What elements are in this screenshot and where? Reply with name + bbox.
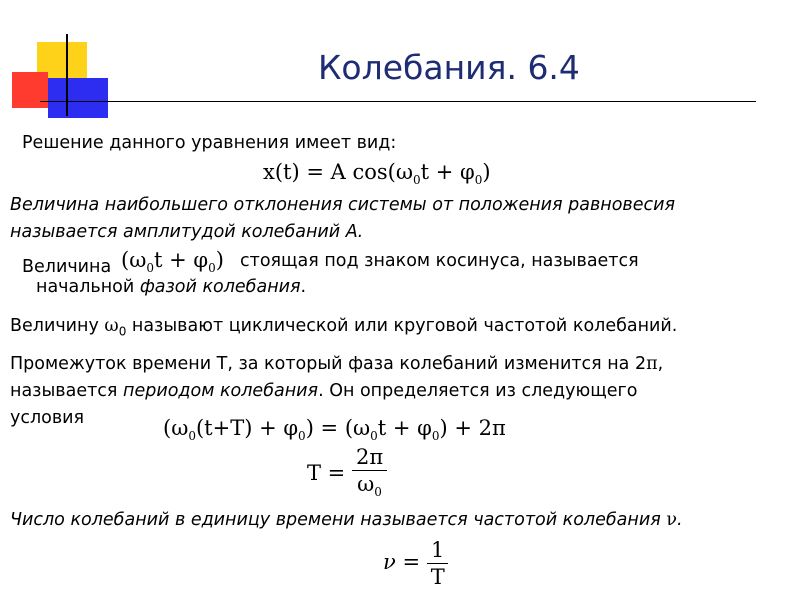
- solution-intro: Решение данного уравнения имеет вид:: [22, 133, 397, 153]
- slide-title: Колебания. 6.4: [318, 48, 580, 87]
- title-divider: [40, 101, 756, 102]
- period-line-1: Промежуток времени Т, за который фаза колебаний изменится на 2π,: [10, 354, 664, 374]
- frequency-formula: ν = $\frac{1}{T}$: [383, 537, 449, 590]
- phase-description: стоящая под знаком косинуса, называется: [240, 251, 639, 271]
- decor-red-square: [12, 72, 48, 108]
- period-condition-formula: $(\omega_0(t+T) + \varphi_0) = (\omega_0t + \varphi_0) + 2\pi$: [163, 416, 506, 444]
- solution-formula: x(t) = A $\cos(\omega_0t + \varphi_0)$: [263, 160, 491, 188]
- phase-line-2: начальной фазой колебания.: [36, 277, 307, 297]
- amplitude-line-2: называется амплитудой колебаний А.: [10, 222, 364, 242]
- frequency-line: Число колебаний в единицу времени называется частотой колебания ν.: [10, 510, 683, 530]
- period-formula: T = $\frac{2\pi}{\omega_0}$: [307, 444, 387, 505]
- period-line-2: называется периодом колебания. Он определяется из следующего: [10, 381, 638, 401]
- decor-blue-square: [48, 78, 108, 118]
- frequency-fraction: $\frac{1}{T}$: [427, 537, 449, 590]
- period-line-3: условия: [10, 408, 85, 428]
- amplitude-line-1: Величина наибольшего отклонения системы от положения равновесия: [10, 195, 676, 215]
- phase-formula: $(\omega_0t + \varphi_0)$: [121, 248, 224, 276]
- period-fraction: $\frac{2\pi}{\omega_0}$: [352, 444, 387, 505]
- decor-vertical-line: [66, 34, 68, 116]
- cyclic-frequency-line: Величину $\omega_0$ называют циклической или круговой частотой колебаний.: [10, 316, 678, 339]
- phase-word: Величина: [22, 257, 112, 277]
